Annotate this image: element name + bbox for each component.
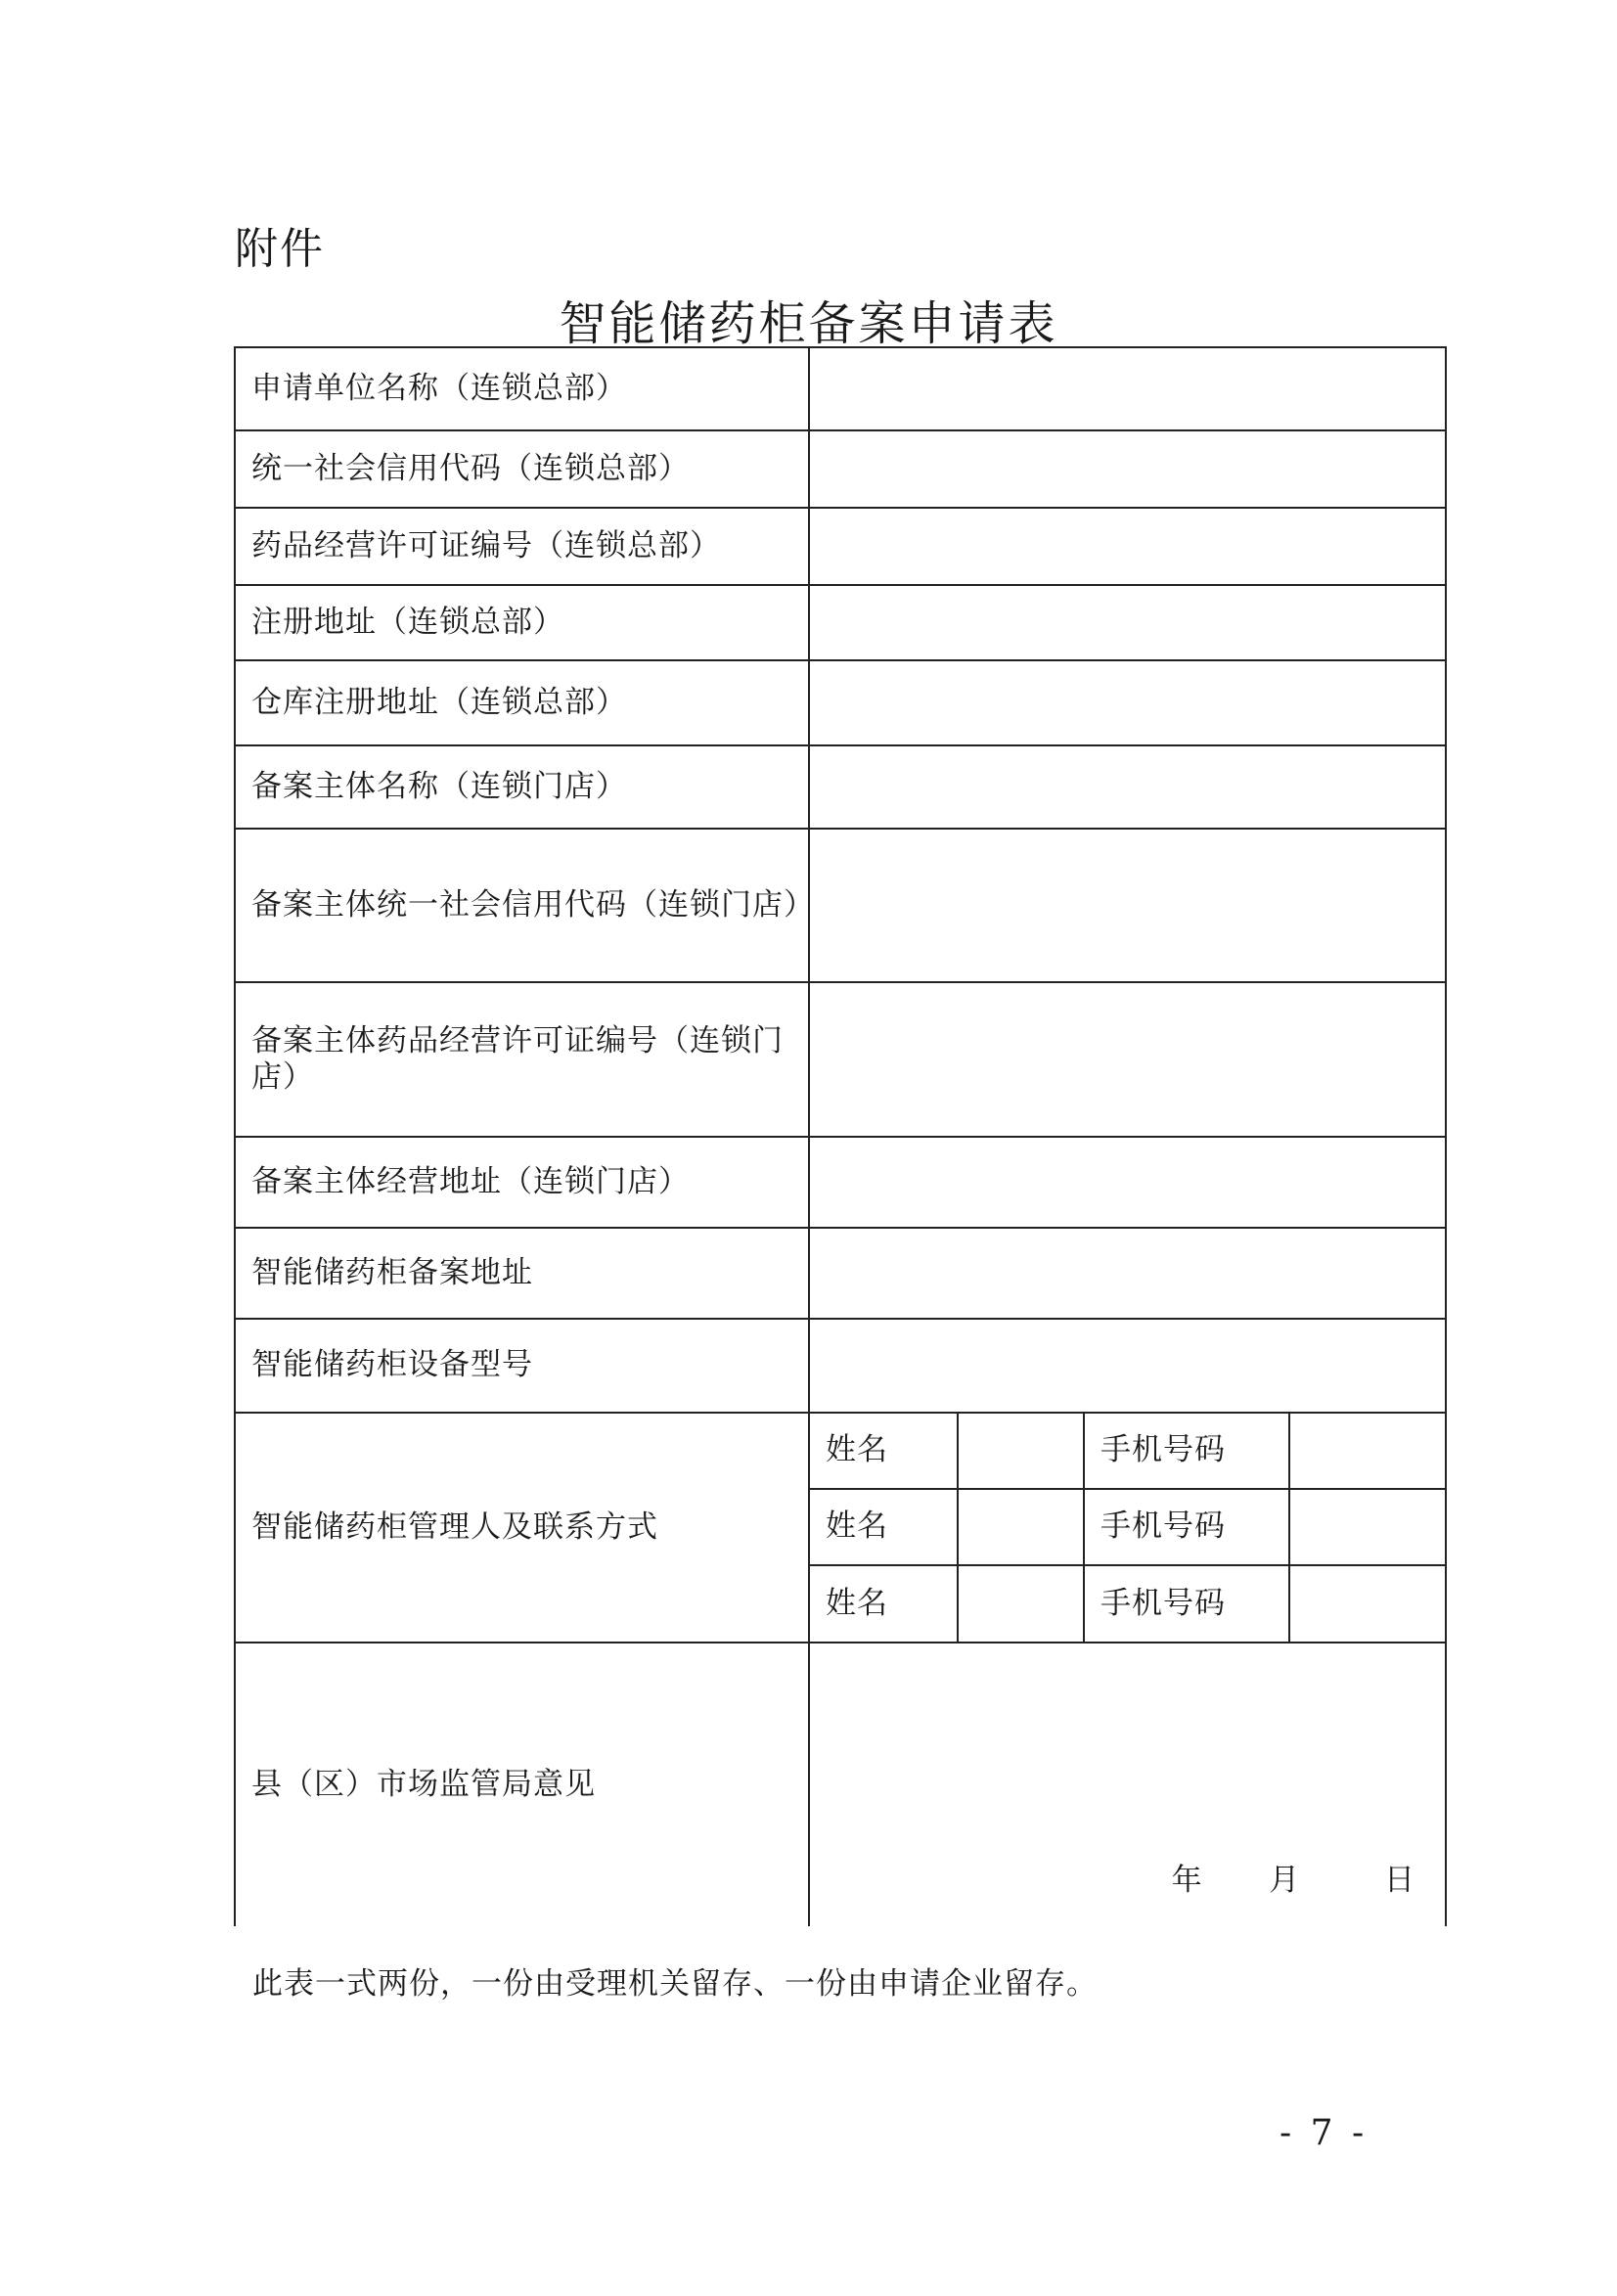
form-row — [235, 745, 1446, 829]
form-row — [235, 430, 1446, 508]
manager-phone-field[interactable] — [1289, 1413, 1446, 1489]
form-row — [235, 829, 1446, 982]
warehouse-address-field[interactable] — [809, 660, 1446, 745]
form-row — [235, 508, 1446, 585]
opinion-row — [235, 1643, 1446, 1926]
form-row — [235, 1228, 1446, 1319]
cabinet-address-field[interactable] — [809, 1228, 1446, 1319]
manager-name-field[interactable] — [958, 1565, 1084, 1643]
field-label: 备案主体药品经营许可证编号（连锁门店） — [235, 982, 809, 1137]
phone-label: 手机号码 — [1084, 1413, 1289, 1489]
field-label: 药品经营许可证编号（连锁总部） — [235, 508, 809, 585]
manager-name-field[interactable] — [958, 1413, 1084, 1489]
form-row — [235, 982, 1446, 1137]
page-number: - 7 - — [1280, 2113, 1369, 2153]
form-row — [235, 1319, 1446, 1413]
form-title: 智能储药柜备案申请表 — [559, 296, 1058, 351]
form-row — [235, 585, 1446, 660]
name-label: 姓名 — [809, 1489, 958, 1565]
opinion-field[interactable] — [809, 1643, 1446, 1926]
phone-label: 手机号码 — [1084, 1565, 1289, 1643]
manager-phone-field[interactable] — [1289, 1489, 1446, 1565]
cabinet-model-field[interactable] — [809, 1319, 1446, 1413]
form-row — [235, 1137, 1446, 1228]
credit-code-field[interactable] — [809, 430, 1446, 508]
manager-name-field[interactable] — [958, 1489, 1084, 1565]
manager-label: 智能储药柜管理人及联系方式 — [235, 1413, 809, 1643]
phone-label: 手机号码 — [1084, 1489, 1289, 1565]
field-label: 统一社会信用代码（连锁总部） — [235, 430, 809, 508]
filing-entity-credit-code-field[interactable] — [809, 829, 1446, 982]
field-label: 备案主体统一社会信用代码（连锁门店） — [235, 829, 809, 982]
application-form-table — [234, 346, 1447, 1926]
field-label: 仓库注册地址（连锁总部） — [235, 660, 809, 745]
field-label: 智能储药柜设备型号 — [235, 1319, 809, 1413]
field-label: 注册地址（连锁总部） — [235, 585, 809, 660]
opinion-label: 县（区）市场监管局意见 — [235, 1643, 809, 1926]
name-label: 姓名 — [809, 1565, 958, 1643]
filing-entity-address-field[interactable] — [809, 1137, 1446, 1228]
field-label: 申请单位名称（连锁总部） — [235, 347, 809, 430]
field-label: 备案主体名称（连锁门店） — [235, 745, 809, 829]
manager-row — [235, 1413, 1446, 1489]
manager-phone-field[interactable] — [1289, 1565, 1446, 1643]
attachment-label: 附件 — [235, 224, 325, 274]
year-label: 年 — [1171, 1862, 1203, 1898]
filing-entity-name-field[interactable] — [809, 745, 1446, 829]
form-row — [235, 660, 1446, 745]
field-label: 备案主体经营地址（连锁门店） — [235, 1137, 809, 1228]
filing-entity-license-field[interactable] — [809, 982, 1446, 1137]
day-label: 日 — [1384, 1862, 1415, 1898]
month-label: 月 — [1269, 1862, 1301, 1898]
date-line — [1172, 1863, 1415, 1899]
registered-address-field[interactable] — [809, 585, 1446, 660]
footnote: 此表一式两份，一份由受理机关留存、一份由申请企业留存。 — [252, 1966, 1098, 2002]
license-number-field[interactable] — [809, 508, 1446, 585]
name-label: 姓名 — [809, 1413, 958, 1489]
field-label: 智能储药柜备案地址 — [235, 1228, 809, 1319]
form-row — [235, 347, 1446, 430]
applicant-name-field[interactable] — [809, 347, 1446, 430]
